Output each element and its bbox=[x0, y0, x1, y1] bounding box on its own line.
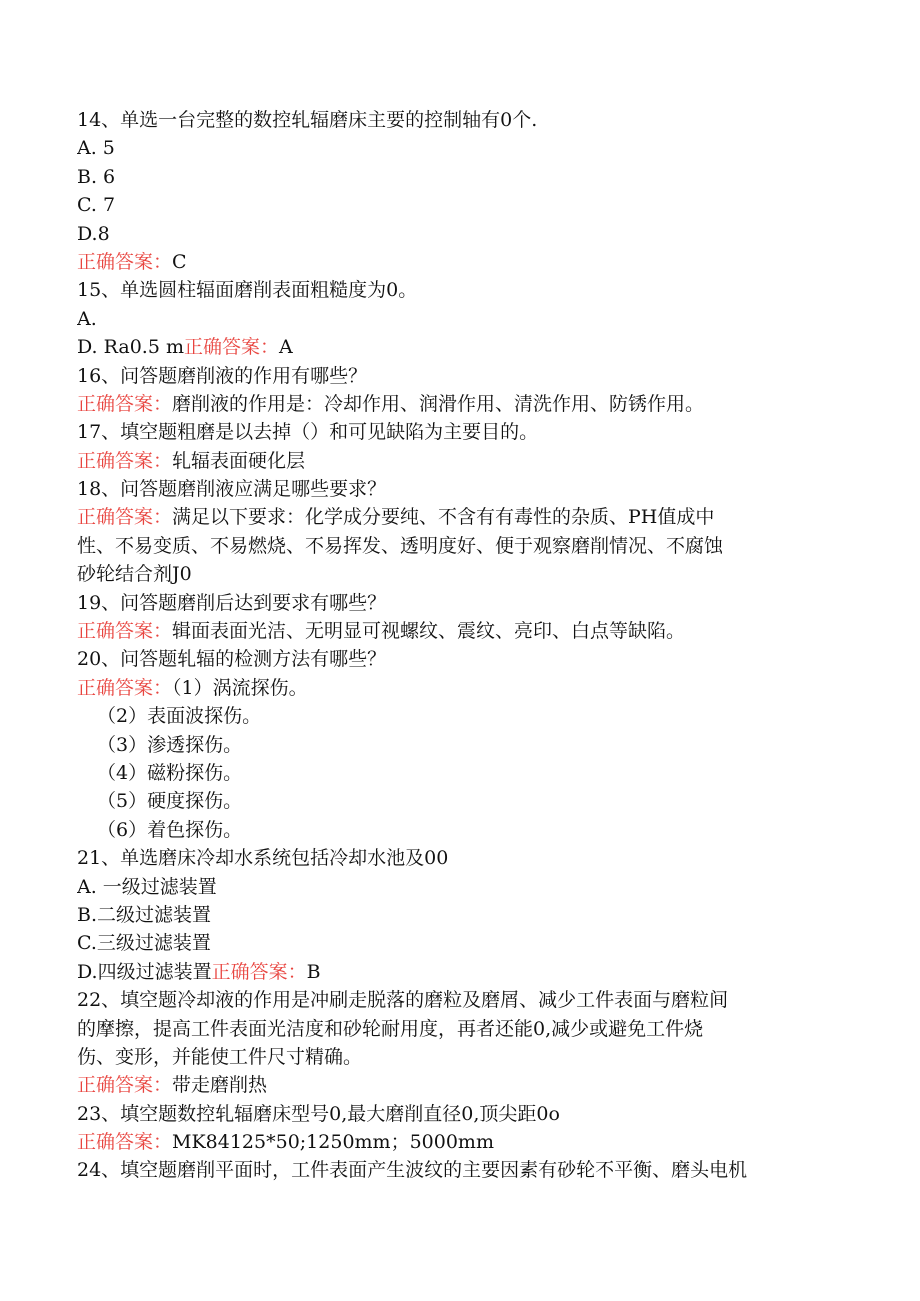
text-line bbox=[77, 1100, 897, 1128]
line-text: 轧辐表面硬化层 bbox=[172, 449, 306, 472]
line-text: 22、填空题冷却液的作用是冲刷走脱落的磨粒及磨屑、减少工件表面与磨粒间 bbox=[77, 989, 729, 1012]
text-line bbox=[77, 418, 897, 446]
line-text: 伤、变形，并能使工件尺寸精确。 bbox=[77, 1045, 363, 1068]
line-text: B bbox=[306, 960, 321, 983]
line-text: （1）涡流探伤。 bbox=[172, 676, 308, 699]
line-text: D.8 bbox=[77, 222, 110, 245]
line-text: （3）渗透探伤。 bbox=[97, 733, 243, 756]
text-line bbox=[77, 503, 897, 531]
text-line bbox=[77, 731, 897, 759]
text-line bbox=[77, 248, 897, 276]
answer-label: 正确答案： bbox=[77, 676, 173, 699]
line-text: （5）硬度探伤。 bbox=[97, 790, 243, 813]
text-line bbox=[77, 106, 897, 134]
text-line bbox=[77, 532, 897, 560]
line-text: 15、单选圆柱辐面磨削表面粗糙度为0。 bbox=[77, 279, 418, 302]
text-line bbox=[77, 702, 897, 730]
line-text: MK84125*50;1250mm；5000mm bbox=[172, 1131, 494, 1154]
line-text: 辑面表面光洁、无明显可视螺纹、震纹、亮印、白点等缺陷。 bbox=[172, 620, 686, 643]
line-text: 20、问答题轧辐的检测方法有哪些？ bbox=[77, 648, 387, 671]
line-text: 带走磨削热 bbox=[172, 1074, 268, 1097]
line-text: （4）磁粉探伤。 bbox=[97, 761, 243, 784]
answer-label: 正确答案： bbox=[77, 1074, 173, 1097]
line-text: C bbox=[172, 250, 187, 273]
line-text: 16、问答题磨削液的作用有哪些？ bbox=[77, 364, 368, 387]
text-line bbox=[77, 617, 897, 645]
text-line bbox=[77, 390, 897, 418]
text-line bbox=[77, 986, 897, 1014]
text-line bbox=[77, 560, 897, 588]
line-text: 满足以下要求：化学成分要纯、不含有有毒性的杂质、PH值成中 bbox=[172, 506, 715, 529]
line-text: 23、填空题数控轧辐磨床型号0,最大磨削直径0,顶尖距0o bbox=[77, 1102, 560, 1125]
answer-label: 正确答案： bbox=[77, 1131, 173, 1154]
answer-label: 正确答案： bbox=[77, 449, 173, 472]
line-text: B.二级过滤装置 bbox=[77, 903, 212, 926]
line-text: A. 一级过滤装置 bbox=[77, 875, 217, 898]
text-line bbox=[77, 333, 897, 361]
text-line bbox=[77, 844, 897, 872]
text-line bbox=[77, 1156, 897, 1184]
option-text: D.四级过滤装置 bbox=[77, 960, 212, 983]
text-line bbox=[77, 191, 897, 219]
text-line bbox=[77, 1043, 897, 1071]
option-text: D. Ra0.5 m bbox=[77, 336, 184, 359]
line-text: （2）表面波探伤。 bbox=[97, 705, 262, 728]
answer-label: 正确答案： bbox=[77, 506, 173, 529]
line-text: 性、不易变质、不易燃烧、不易挥发、透明度好、便于观察磨削情况、不腐蚀 bbox=[77, 534, 724, 557]
document-body bbox=[77, 106, 897, 1185]
answer-label: 正确答案： bbox=[183, 336, 279, 359]
line-text: 19、问答题磨削后达到要求有哪些？ bbox=[77, 591, 387, 614]
line-text: 18、问答题磨削液应满足哪些要求？ bbox=[77, 478, 387, 501]
line-text: 磨削液的作用是：冷却作用、润滑作用、清洗作用、防锈作用。 bbox=[172, 392, 705, 415]
line-text: 24、填空题磨削平面时，工件表面产生波纹的主要因素有砂轮不平衡、磨头电机 bbox=[77, 1159, 748, 1182]
text-line bbox=[77, 958, 897, 986]
text-line bbox=[77, 787, 897, 815]
text-line bbox=[77, 447, 897, 475]
line-text: A. 5 bbox=[77, 137, 115, 160]
text-line bbox=[77, 362, 897, 390]
line-text: A bbox=[279, 336, 293, 359]
text-line bbox=[77, 674, 897, 702]
text-line bbox=[77, 1071, 897, 1099]
text-line bbox=[77, 873, 897, 901]
text-line bbox=[77, 134, 897, 162]
text-line bbox=[77, 816, 897, 844]
text-line bbox=[77, 929, 897, 957]
text-line bbox=[77, 645, 897, 673]
answer-label: 正确答案： bbox=[77, 250, 173, 273]
answer-label: 正确答案： bbox=[77, 620, 173, 643]
line-text: 砂轮结合剂J0 bbox=[77, 563, 192, 586]
text-line bbox=[77, 759, 897, 787]
text-line bbox=[77, 1015, 897, 1043]
line-text: 14、单选一台完整的数控轧辐磨床主要的控制轴有0个. bbox=[77, 109, 538, 131]
line-text: A. bbox=[77, 307, 97, 330]
line-text: 21、单选磨床冷却水系统包括冷却水池及00 bbox=[77, 847, 449, 870]
line-text: B. 6 bbox=[77, 165, 116, 188]
answer-label: 正确答案： bbox=[211, 960, 307, 983]
text-line bbox=[77, 589, 897, 617]
line-text: C. 7 bbox=[77, 194, 116, 217]
answer-label: 正确答案： bbox=[77, 392, 173, 415]
text-line bbox=[77, 305, 897, 333]
line-text: C.三级过滤装置 bbox=[77, 932, 211, 955]
text-line bbox=[77, 901, 897, 929]
text-line bbox=[77, 1128, 897, 1156]
text-line bbox=[77, 276, 897, 304]
text-line bbox=[77, 220, 897, 248]
line-text: （6）着色探伤。 bbox=[97, 818, 243, 841]
text-line bbox=[77, 475, 897, 503]
text-line bbox=[77, 163, 897, 191]
line-text: 的摩擦，提高工件表面光洁度和砂轮耐用度，再者还能0,减少或避免工件烧 bbox=[77, 1017, 704, 1040]
line-text: 17、填空题粗磨是以去掉（）和可见缺陷为主要目的。 bbox=[77, 421, 539, 444]
